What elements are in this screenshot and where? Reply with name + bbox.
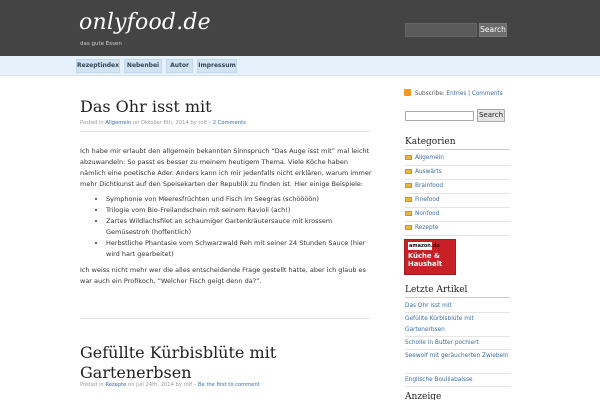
post-content [80,146,374,287]
site-header [0,0,600,56]
categories-title: Kategorien [405,137,510,150]
post-title[interactable]: Gefüllte Kürbisblüte mit Gartenerbsen [80,343,277,382]
main-nav [0,56,600,76]
subscribe-label: Subscribe: [414,91,445,97]
list-item: • Trilogie vom Bio-Freilandschein mit seinem Ravioli (ach!) [106,205,374,216]
post-paragraph: Ich habe mir erlaubt den allgemein bekannten Sinnspruch “Das Auge isst mit” mal leicht abzuwandeln: So passt es besser zu meinem heutigem Thema. Viele Köche haben nämlich eine poetische Ader. Anders kann ich mir jedenfalls nicht erklären, warum immer mehr Dichtkunst auf den Speisekarten der Republik zu finden ist. Hier einige Beispiele: [80,147,372,188]
list-item: • Herbstliche Phantasie vom Schwarzwald Reh mit seiner 24 Stunden Sauce (hier wird hart gearbeitet) [106,238,374,260]
site-description: das gute Essen [80,41,122,47]
category-item[interactable]: Auswärts [405,166,510,180]
category-item[interactable]: Nonfood [405,208,510,222]
comments-link[interactable]: Be the first to comment [197,382,260,388]
nav-item-rezeptindex[interactable]: Rezeptindex [76,59,120,73]
category-item[interactable]: Brainfood [405,180,510,194]
divider [80,318,370,319]
categories-list [405,152,510,236]
amazon-logo: amazon.de [409,243,440,249]
meta-date-author: on Oktober 6th, 2014 by rolf – [132,120,212,126]
folder-icon [405,211,412,216]
entries-link[interactable]: Entries [446,91,467,97]
recent-post-item[interactable]: Das Ohr isst mit [405,300,510,313]
post-meta [80,120,246,126]
amazon-ad-banner[interactable] [404,239,456,275]
rss-icon[interactable] [404,89,411,96]
subscribe-bar [404,89,503,97]
list-item: • Zartes Wildlachsfilet an schaumiger Gartenkräutersauce mit krossem Gemüsestroh (hoffentlich) [106,216,374,238]
comments-feed-link[interactable]: Comments [471,91,503,97]
post-title[interactable]: Das Ohr isst mit [80,97,212,116]
category-item[interactable]: Finefood [405,194,510,208]
recent-post-item[interactable]: Seewolf mit geräucherten Zwiebeln [405,350,510,374]
nav-item-nebenbei[interactable]: Nebenbei [124,59,162,73]
sidebar-search-input[interactable] [405,111,474,121]
recent-post-item[interactable]: Scholle in Butter pochiert [405,337,510,350]
separator: | [468,91,471,97]
amazon-ad-text: Küche & Haushalt [408,252,443,268]
category-item[interactable]: Allgemein [405,152,510,166]
header-search-input[interactable] [405,23,477,37]
category-link[interactable]: Allgemein [105,120,132,126]
recent-posts-title: Letzte Artikel [405,285,510,298]
meta-prefix: Posted in [80,382,104,388]
list-item: • Symphonie von Meeresfrüchten und Fisch im Seegras (schöööön) [106,194,374,205]
post-bullet-list [96,194,374,260]
recent-post-item[interactable]: Englische Bouillabaisse [405,374,510,387]
recent-posts-list [405,300,510,387]
folder-icon [405,183,412,188]
category-item[interactable]: Rezepte [405,222,510,236]
nav-item-impressum[interactable]: Impressum [197,59,237,73]
nav-item-autor[interactable]: Autor [166,59,193,73]
folder-icon [405,225,412,230]
post-paragraph: Ich weiss nicht mehr wer die alles entscheidende Frage gestellt hatte, aber ich glaub es war auch ein Profikoch, “Welcher Fisch geigt denn da?”. [80,266,366,285]
comments-link[interactable]: 2 Comments [212,120,246,126]
category-link[interactable]: Rezepte [105,382,127,388]
anzeige-title: Anzeige [405,392,442,400]
header-search-button[interactable]: Search [479,23,507,37]
divider [80,131,370,132]
folder-icon [405,169,412,174]
meta-prefix: Posted in [80,120,104,126]
recent-post-item[interactable]: Gefüllte Kürbisblüte mit Gartenerbsen [405,313,510,337]
post-meta [80,382,260,388]
sidebar-search-button[interactable]: Search [477,109,505,122]
site-title[interactable]: onlyfood.de [79,10,211,35]
meta-date-author: on Juli 24th, 2014 by rolf – [128,382,197,388]
folder-icon [405,155,412,160]
folder-icon [405,197,412,202]
